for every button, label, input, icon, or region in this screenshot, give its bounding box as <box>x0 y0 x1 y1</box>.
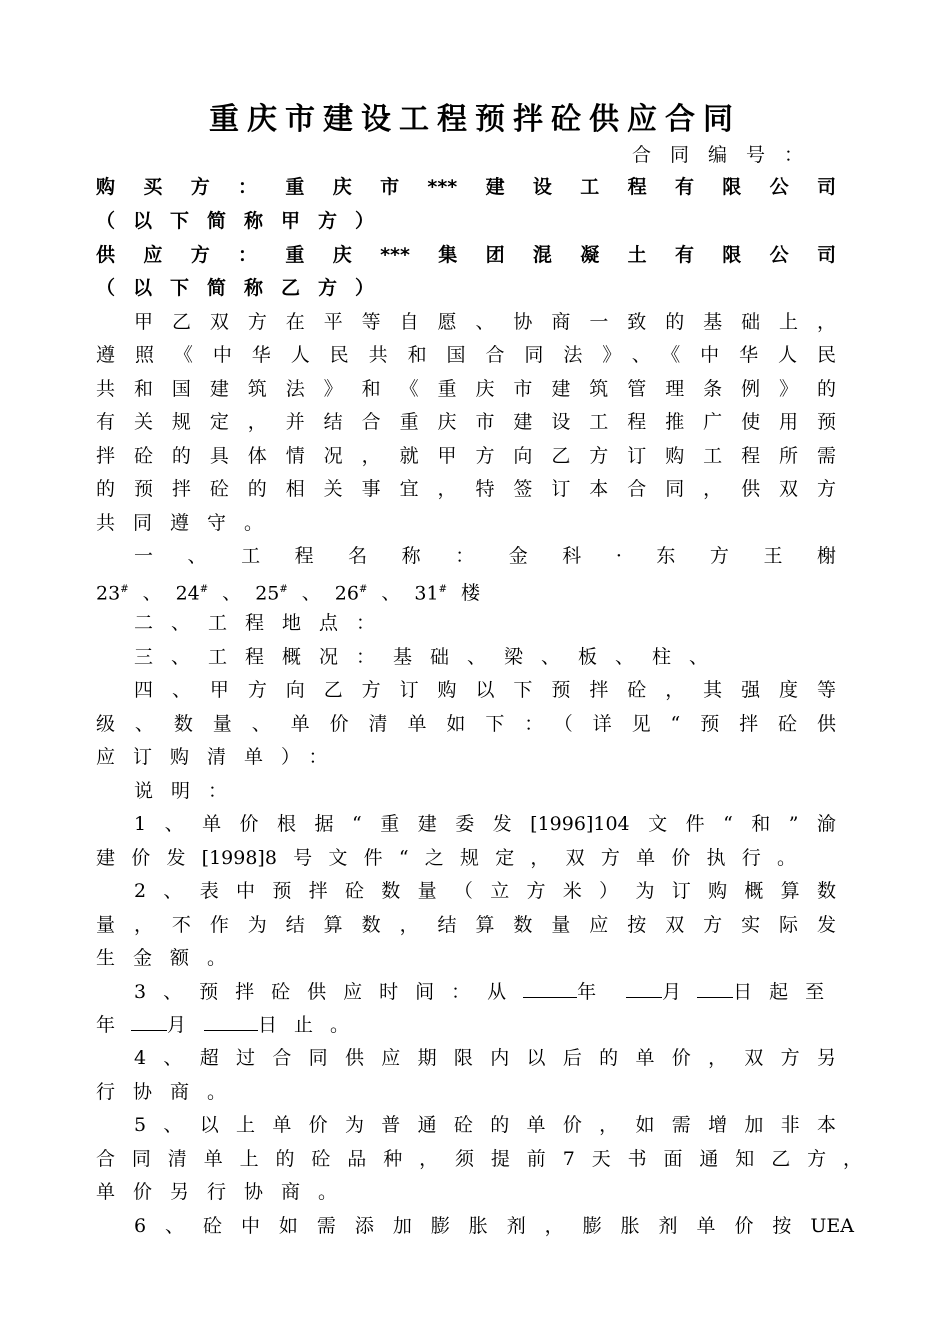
day-label: 日起至 <box>733 981 842 1003</box>
supplier-abbrev: （以下简称乙方） <box>96 277 393 299</box>
building-number: 31 <box>414 582 439 605</box>
separator: 、 <box>301 582 321 605</box>
month-blank[interactable] <box>626 977 662 998</box>
separator: 、 <box>142 582 162 605</box>
note2-line: 量，不作为结算数，结算数量应按双方实际发 <box>96 914 836 936</box>
month-blank[interactable] <box>131 1010 167 1031</box>
note1-line: 1、单价根据“重建委发[1996]104文件“和”渝 <box>134 813 836 835</box>
day-end-label: 日止。 <box>258 1014 367 1036</box>
note2-line: 生金额。 <box>96 947 245 969</box>
year-label: 年 <box>577 981 597 1003</box>
notes-label: 说明： <box>134 780 246 802</box>
note3-line2 <box>96 1008 836 1042</box>
month-label: 月 <box>662 981 682 1003</box>
separator: 、 <box>381 582 401 605</box>
building-mark: # <box>358 584 368 595</box>
note5-line: 合同清单上的砼品种，须提前7天书面通知乙方， <box>96 1148 862 1170</box>
building-mark: # <box>279 584 288 595</box>
item4-line: 四、甲方向乙方订购以下预拌砼，其强度等 <box>134 679 836 701</box>
project-name-line: 一、工程名称：金科·东方王榭 <box>134 545 836 567</box>
note2-line: 2、表中预拌砼数量（立方米）为订购概算数 <box>134 880 836 902</box>
item4-line: 级、数量、单价清单如下：（详见“预拌砼供 <box>96 713 836 735</box>
note5-line: 单价另行协商。 <box>96 1181 356 1203</box>
building-list <box>96 573 836 607</box>
buyer-line: 购买方：重庆市***建设工程有限公司 <box>96 176 836 198</box>
note6-line: 6、砼中如需添加膨胀剂，膨胀剂单价按UEA <box>134 1215 854 1237</box>
building-number: 24 <box>175 582 200 605</box>
intro-line: 拌砼的具体情况，就甲方向乙方订购工程所需 <box>96 445 836 467</box>
project-location: 二、工程地点： <box>134 612 394 634</box>
note3-prefix: 3、预拌砼供应时间：从 <box>134 981 524 1003</box>
year-blank[interactable] <box>523 977 577 998</box>
year-label: 年 <box>96 1014 116 1036</box>
note3-line <box>134 975 842 1009</box>
month-label: 月 <box>167 1014 187 1036</box>
intro-line: 遵照《中华人民共和国合同法》、《中华人民 <box>96 344 836 366</box>
intro-line: 共和国建筑法》和《重庆市建筑管理条例》的 <box>96 378 836 400</box>
item4-line: 应订购清单）： <box>96 746 346 768</box>
building-number: 26 <box>334 582 359 605</box>
contract-number-label: 合同编号： <box>632 144 823 166</box>
document-title: 重庆市建设工程预拌砼供应合同 <box>209 102 741 137</box>
note1-line: 建价发[1998]8号文件“之规定，双方单价执行。 <box>96 847 796 869</box>
buyer-abbrev: （以下简称甲方） <box>96 210 393 232</box>
separator: 、 <box>222 582 242 605</box>
project-overview: 三、工程概况：基础、梁、板、柱、 <box>134 646 727 668</box>
building-suffix: 楼 <box>460 582 480 605</box>
supplier-line: 供应方：重庆***集团混凝土有限公司 <box>96 244 836 266</box>
building-number: 23 <box>96 582 121 605</box>
building-mark: # <box>438 584 447 595</box>
building-mark: # <box>120 584 129 595</box>
building-mark: # <box>199 584 209 595</box>
intro-line: 甲乙双方在平等自愿、协商一致的基础上， <box>134 311 836 333</box>
day-blank[interactable] <box>204 1010 258 1031</box>
building-number: 25 <box>255 582 280 605</box>
intro-line: 有关规定，并结合重庆市建设工程推广使用预 <box>96 411 836 433</box>
intro-line: 共同遵守。 <box>96 512 282 534</box>
intro-line: 的预拌砼的相关事宜，特签订本合同，供双方 <box>96 478 836 500</box>
day-blank[interactable] <box>697 977 733 998</box>
note4-line: 4、超过合同供应期限内以后的单价，双方另 <box>134 1047 836 1069</box>
note4-line: 行协商。 <box>96 1081 245 1103</box>
note5-line: 5、以上单价为普通砼的单价，如需增加非本 <box>134 1114 836 1136</box>
